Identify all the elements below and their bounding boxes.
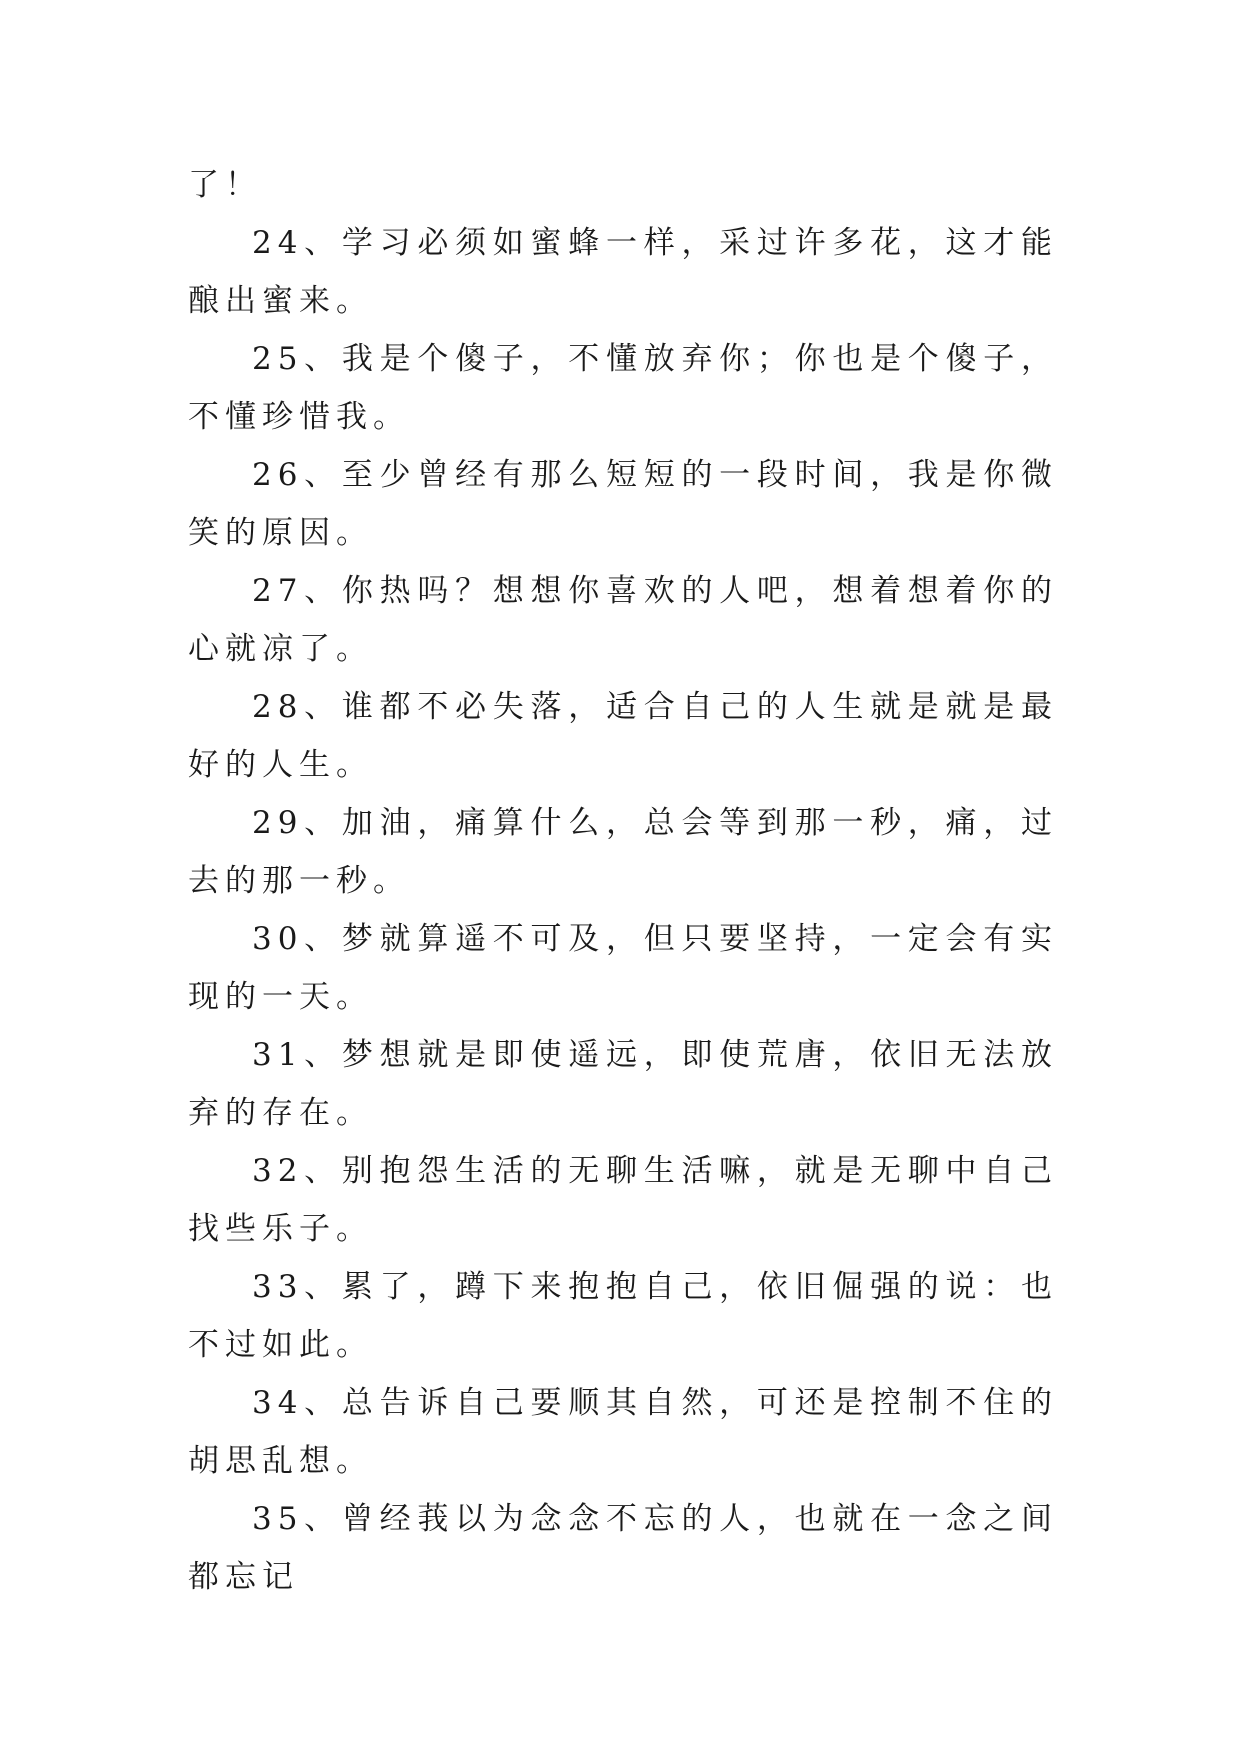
paragraph-25: 25、我是个傻子，不懂放弃你；你也是个傻子，不懂珍惜我。 [188,341,1058,435]
paragraph-28: 28、谁都不必失落，适合自己的人生就是就是最好的人生。 [188,689,1058,783]
paragraph-29: 29、加油，痛算什么，总会等到那一秒，痛，过去的那一秒。 [188,805,1058,899]
paragraph-34: 34、总告诉自己要顺其自然，可还是控制不住的胡思乱想。 [188,1385,1058,1479]
paragraph-35: 35、曾经莪以为念念不忘的人，也就在一念之间都忘记 [188,1501,1058,1595]
paragraph-30: 30、梦就算遥不可及，但只要坚持，一定会有实现的一天。 [188,921,1058,1015]
document-body [188,156,1058,1606]
paragraph-27: 27、你热吗？想想你喜欢的人吧，想着想着你的心就凉了。 [188,573,1058,667]
paragraph-31: 31、梦想就是即使遥远，即使荒唐，依旧无法放弃的存在。 [188,1037,1058,1131]
paragraph-26: 26、至少曾经有那么短短的一段时间，我是你微笑的原因。 [188,457,1058,551]
paragraph-continuation: 了！ [188,167,262,203]
paragraph-24: 24、学习必须如蜜蜂一样，采过许多花，这才能酿出蜜来。 [188,225,1058,319]
paragraph-32: 32、别抱怨生活的无聊生活嘛，就是无聊中自己找些乐子。 [188,1153,1058,1247]
paragraph-33: 33、累了，蹲下来抱抱自己，依旧倔强的说：也不过如此。 [188,1269,1058,1363]
